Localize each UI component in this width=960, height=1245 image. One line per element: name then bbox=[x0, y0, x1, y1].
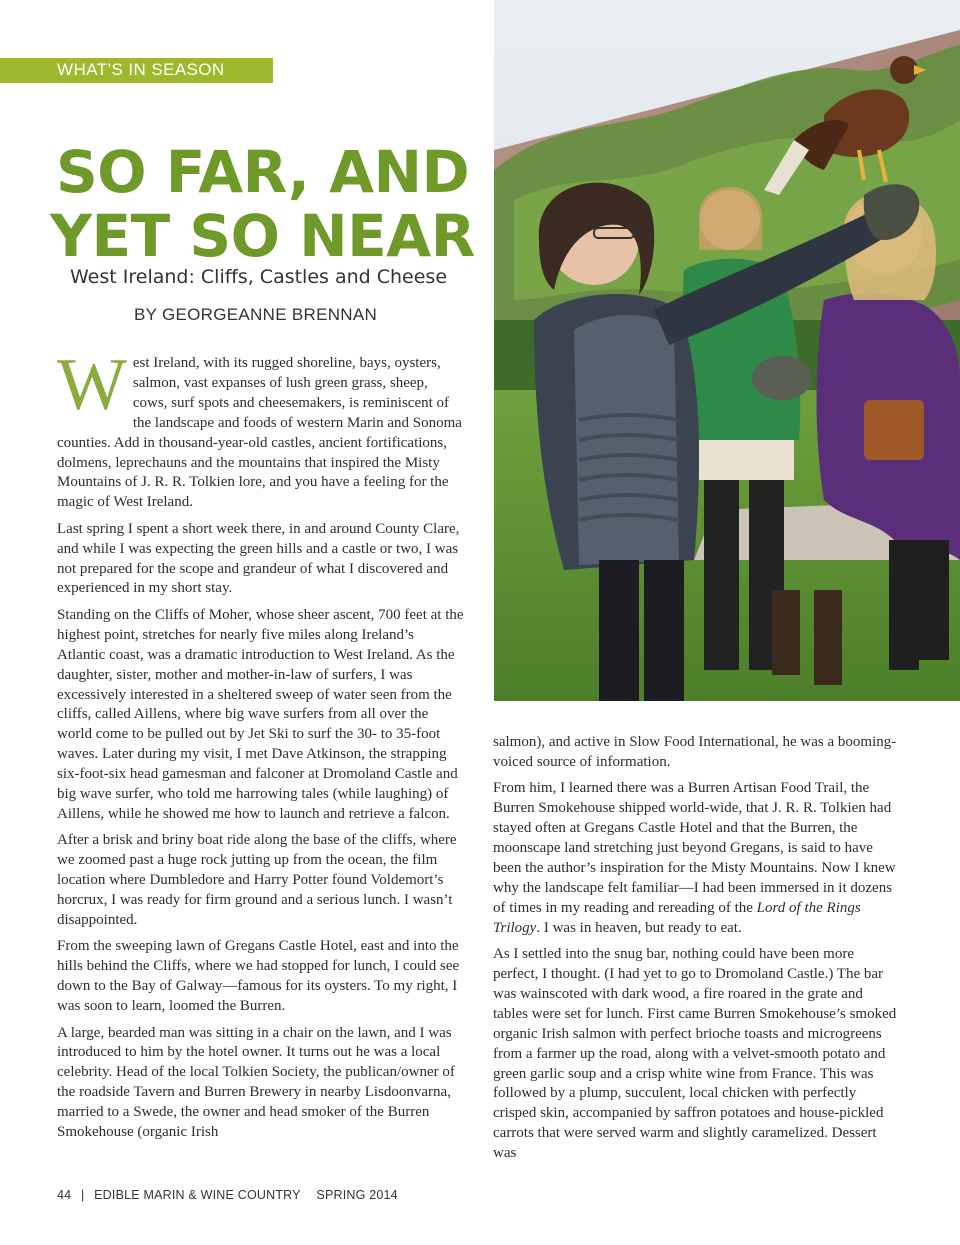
title-line-2: YET SO NEAR bbox=[50, 202, 475, 270]
paragraph: salmon), and active in Slow Food International, he was a booming-voiced source of information. bbox=[493, 734, 897, 770]
issue-label: SPRING 2014 bbox=[316, 1188, 398, 1202]
article-subtitle: West Ireland: Cliffs, Castles and Cheese bbox=[70, 266, 448, 288]
text-column-right bbox=[493, 733, 901, 1171]
paragraph-text: est Ireland, with its rugged shoreline, bays, oysters, salmon, vast expanses of lush green grass, sheep, cows, surf spots and cheesemakers, is reminiscent of the landscape and foods of western Marin and Sonoma counties. Add in thousand-year-old castles, ancient fortifications, dolmens, leprechauns and the mountains that inspired the Misty Mountains of J. R. R. Tolkien lore, and you have a feeling for the magic of West Ireland. bbox=[57, 355, 462, 511]
page-footer bbox=[57, 1188, 404, 1202]
article-title bbox=[50, 140, 480, 268]
footer-separator: | bbox=[81, 1188, 85, 1202]
byline: BY GEORGEANNE BRENNAN bbox=[134, 305, 378, 324]
paragraph: Standing on the Cliffs of Moher, whose sheer ascent, 700 feet at the highest point, stretches for nearly five miles along Ireland’s Atlantic coast, was a dramatic introduction to West Ireland. As the daughter, sister, mother and mother-in-law of surfers, I was excessively interested in a sheltered sweep of water seen from the cliffs, called Aillens, where big wave surfers from all over the world come to be pulled out by Jet Ski to surf the 30- to 35-foot waves. Later during my visit, I met Dave Atkinson, the strapping six-foot-six head gamesman and falconer at Dromoland Castle and big wave surfer, who told me harrowing tales (while laughing) of Aillens, while he showed me how to launch and retrieve a falcon. bbox=[57, 606, 464, 822]
title-line-1: SO FAR, AND bbox=[56, 138, 470, 206]
paragraph: After a brisk and briny boat ride along the base of the cliffs, where we zoomed past a huge rock jutting up from the ocean, the film location where Dumbledore and Harry Potter found Voldemort’s horcrux, I was ready for firm ground and a serious lunch. I wasn’t disappointed. bbox=[57, 832, 457, 928]
section-label: WHAT’S IN SEASON bbox=[57, 60, 225, 79]
paragraph bbox=[493, 779, 901, 938]
paragraph: Last spring I spent a short week there, in and around County Clare, and while I was expecting the green hills and a castle or two, I was not prepared for the scope and grandeur of what I discovered and experienced in my short stay. bbox=[57, 520, 460, 597]
photo-illustration bbox=[494, 0, 960, 701]
publication-name: EDIBLE MARIN & WINE COUNTRY bbox=[94, 1188, 301, 1202]
falconry-photo bbox=[494, 0, 960, 701]
page-number: 44 bbox=[57, 1188, 72, 1202]
paragraph: A large, bearded man was sitting in a chair on the lawn, and I was introduced to him by the hotel owner. It turns out he was a local celebrity. Head of the local Tolkien Society, the publican/owner of the roadside Tavern and Burren Brewery in nearby Lisdoonvarna, married to a Swede, the owner and head smoker of the Burren Smokehouse (organic Irish bbox=[57, 1024, 455, 1141]
drop-cap: W bbox=[57, 344, 127, 426]
paragraph-text: . I was in heaven, but ready to eat. bbox=[536, 919, 742, 936]
paragraph-text: From him, I learned there was a Burren Artisan Food Trail, the Burren Smokehouse shipped world-wide, that J. R. R. Tolkien had stayed often at Gregans Castle Hotel and that the Burren, the moonscape land stretching just beyond Gregans, is said to have been the author’s inspiration for the Misty Mountains. Now I knew why the landscape felt familiar—I had been immersed in it dozens of times in my reading and rereading of the bbox=[493, 780, 896, 916]
paragraph: From the sweeping lawn of Gregans Castle Hotel, east and into the hills behind the Cliffs, where we had stopped for lunch, I could see down to the Bay of Galway—famous for its oysters. To my right, I was soon to learn, loomed the Burren. bbox=[57, 938, 460, 1015]
text-column-left bbox=[57, 344, 465, 1149]
book-title: Lord of the Rings Trilogy bbox=[493, 899, 861, 936]
paragraph: As I settled into the snug bar, nothing could have been more perfect, I thought. (I had yet to go to Dromoland Castle.) The bar was wainscoted with dark wood, a fire roared in the grate and tables were set for lunch. First came Burren Smokehouse’s smoked organic Irish salmon with perfect brioche toasts and microgreens from a farmer up the road, along with a velvet-smooth potato and green garlic soup and a crisp white wine from France. This was followed by a plump, succulent, local chicken with perfectly crisped skin, accompanied by saffron potatoes and house-pickled carrots that were served warm and slightly caramelized. Dessert was bbox=[493, 946, 897, 1162]
section-label-bar bbox=[0, 58, 273, 83]
paragraph bbox=[57, 344, 465, 513]
